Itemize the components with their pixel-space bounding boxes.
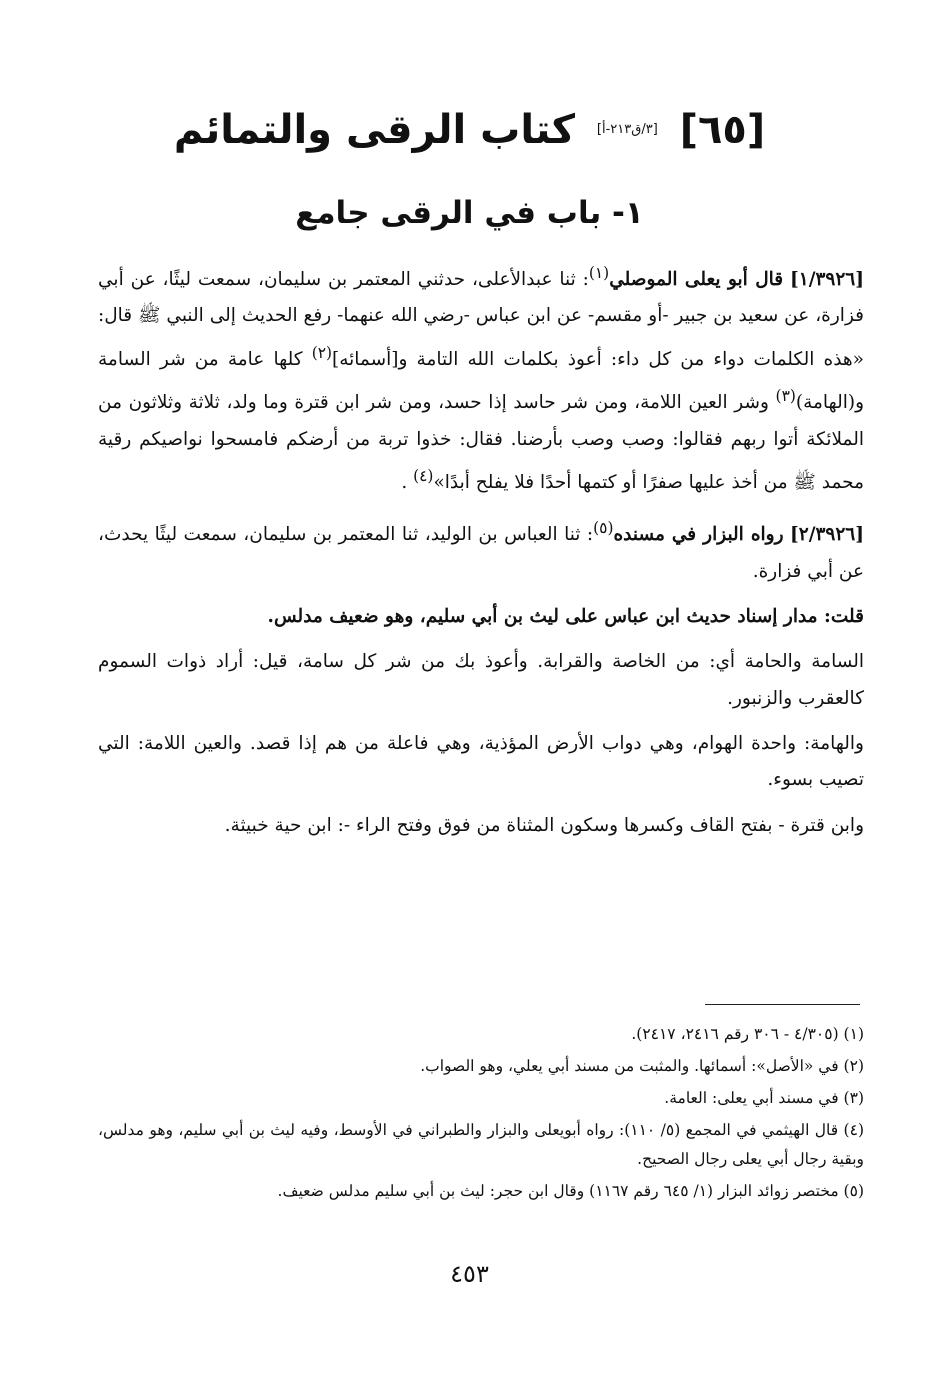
main-text bbox=[98, 255, 864, 853]
footnote: (٥) مختصر زوائد البزار (١/ ٦٤٥ رقم ١١٦٧) وقال ابن حجر: ليث بن أبي سليم مدلس ضعيف. bbox=[277, 1182, 864, 1200]
hadith-1-text-end: . bbox=[401, 472, 414, 494]
hadith-2-source: رواه البزار في مسنده bbox=[613, 524, 784, 546]
footnote-ref-2: (٢) bbox=[311, 343, 332, 362]
footnote-separator bbox=[705, 1004, 860, 1005]
footnote-ref-5: (٥) bbox=[593, 519, 614, 538]
hadith-paragraph-2 bbox=[98, 510, 864, 590]
book-number: [٦٥] bbox=[679, 107, 766, 153]
footnotes-section bbox=[98, 1020, 864, 1209]
footnote: (٤) قال الهيثمي في المجمع (٥/ ١١٠): رواه أبويعلى والبزار والطبراني في الأوسط، وفيه ليث بن أبي سليم، وهو مدلس، وبقية رجال أبي يعلى رجال الصحيح. bbox=[98, 1121, 864, 1168]
hadith-paragraph-1 bbox=[98, 255, 864, 501]
hadith-2-number: [٢/٣٩٢٦] bbox=[790, 524, 864, 546]
footnote: (٢) في «الأصل»: أسمائها. والمثبت من مسند أبي يعلي، وهو الصواب. bbox=[420, 1057, 864, 1075]
footnote: (١) (٤/٣٠٥ - ٣٠٦ رقم ٢٤١٦، ٢٤١٧). bbox=[631, 1025, 864, 1043]
book-title-heading bbox=[0, 100, 939, 160]
footnote-ref-3: (٣) bbox=[775, 387, 796, 406]
footnote: (٣) في مسند أبي يعلى: العامة. bbox=[664, 1089, 864, 1107]
explanation-paragraph: وابن قترة - بفتح القاف وكسرها وسكون المثناة من فوق وفتح الراء -: ابن حية خبيثة. bbox=[224, 814, 864, 836]
commentary-paragraph bbox=[98, 599, 864, 635]
explanation-paragraph: السامة والحامة أي: من الخاصة والقرابة. وأعوذ بك من شر كل سامة، قيل: أراد ذوات السموم كالعقرب والزنبور. bbox=[98, 651, 864, 709]
commentary-text: قلت: مدار إسناد حديث ابن عباس على ليث بن أبي سليم، وهو ضعيف مدلس. bbox=[267, 606, 864, 628]
hadith-1-text-c: وشر العين اللامة، ومن شر حاسد إذا حسد، ومن شر ابن قترة وما ولد، ثلاثة وثلاثون من الملائكة أتوا ربهم فقالوا: وصب وصب بأرضنا. فقال: خذوا تربة من أرضكم فامسحوا نواصيكم رقية محمد ﷺ من أخذ عليها صفرًا أو كتمها أحدًا فلا يفلح أبدًا» bbox=[98, 392, 864, 494]
footnote-ref-4: (٤) bbox=[413, 466, 434, 485]
hadith-1-text-b: كلها عامة من شر السامة و(الهامة) bbox=[98, 348, 864, 414]
manuscript-reference: [٣/ق٢١٣-أ] bbox=[596, 122, 658, 137]
explanation-paragraph: والهامة: واحدة الهوام، وهي دواب الأرض المؤذية، وهي فاعلة من هم إذا قصد. والعين اللامة: التي تصيب بسوء. bbox=[98, 733, 864, 791]
hadith-2-text: : ثنا العباس بن الوليد، ثنا المعتمر بن سليمان، سمعت ليثًا يحدث، عن أبي فزارة. bbox=[98, 524, 864, 582]
hadith-1-source: قال أبو يعلى الموصلي bbox=[609, 269, 784, 291]
page-number: ٤٥٣ bbox=[450, 1260, 489, 1288]
footnote-ref-1: (١) bbox=[588, 264, 610, 282]
book-title: كتاب الرقى والتمائم bbox=[173, 107, 575, 153]
chapter-title: ١- باب في الرقى جامع bbox=[295, 195, 644, 231]
hadith-1-number: [١/٣٩٢٦] bbox=[790, 269, 864, 291]
hadith-1-text-a: : ثنا عبدالأعلى، حدثني المعتمر بن سليمان، سمعت ليثًا، عن أبي فزارة، عن سعيد بن جبير -أو مقسم- عن ابن عباس -رضي الله عنهما- رفع الحديث إلى النبي ﷺ قال: «هذه الكلمات دواء من كل داء: أعوذ بكلمات الله التامة و[أسمائه] bbox=[98, 269, 865, 370]
